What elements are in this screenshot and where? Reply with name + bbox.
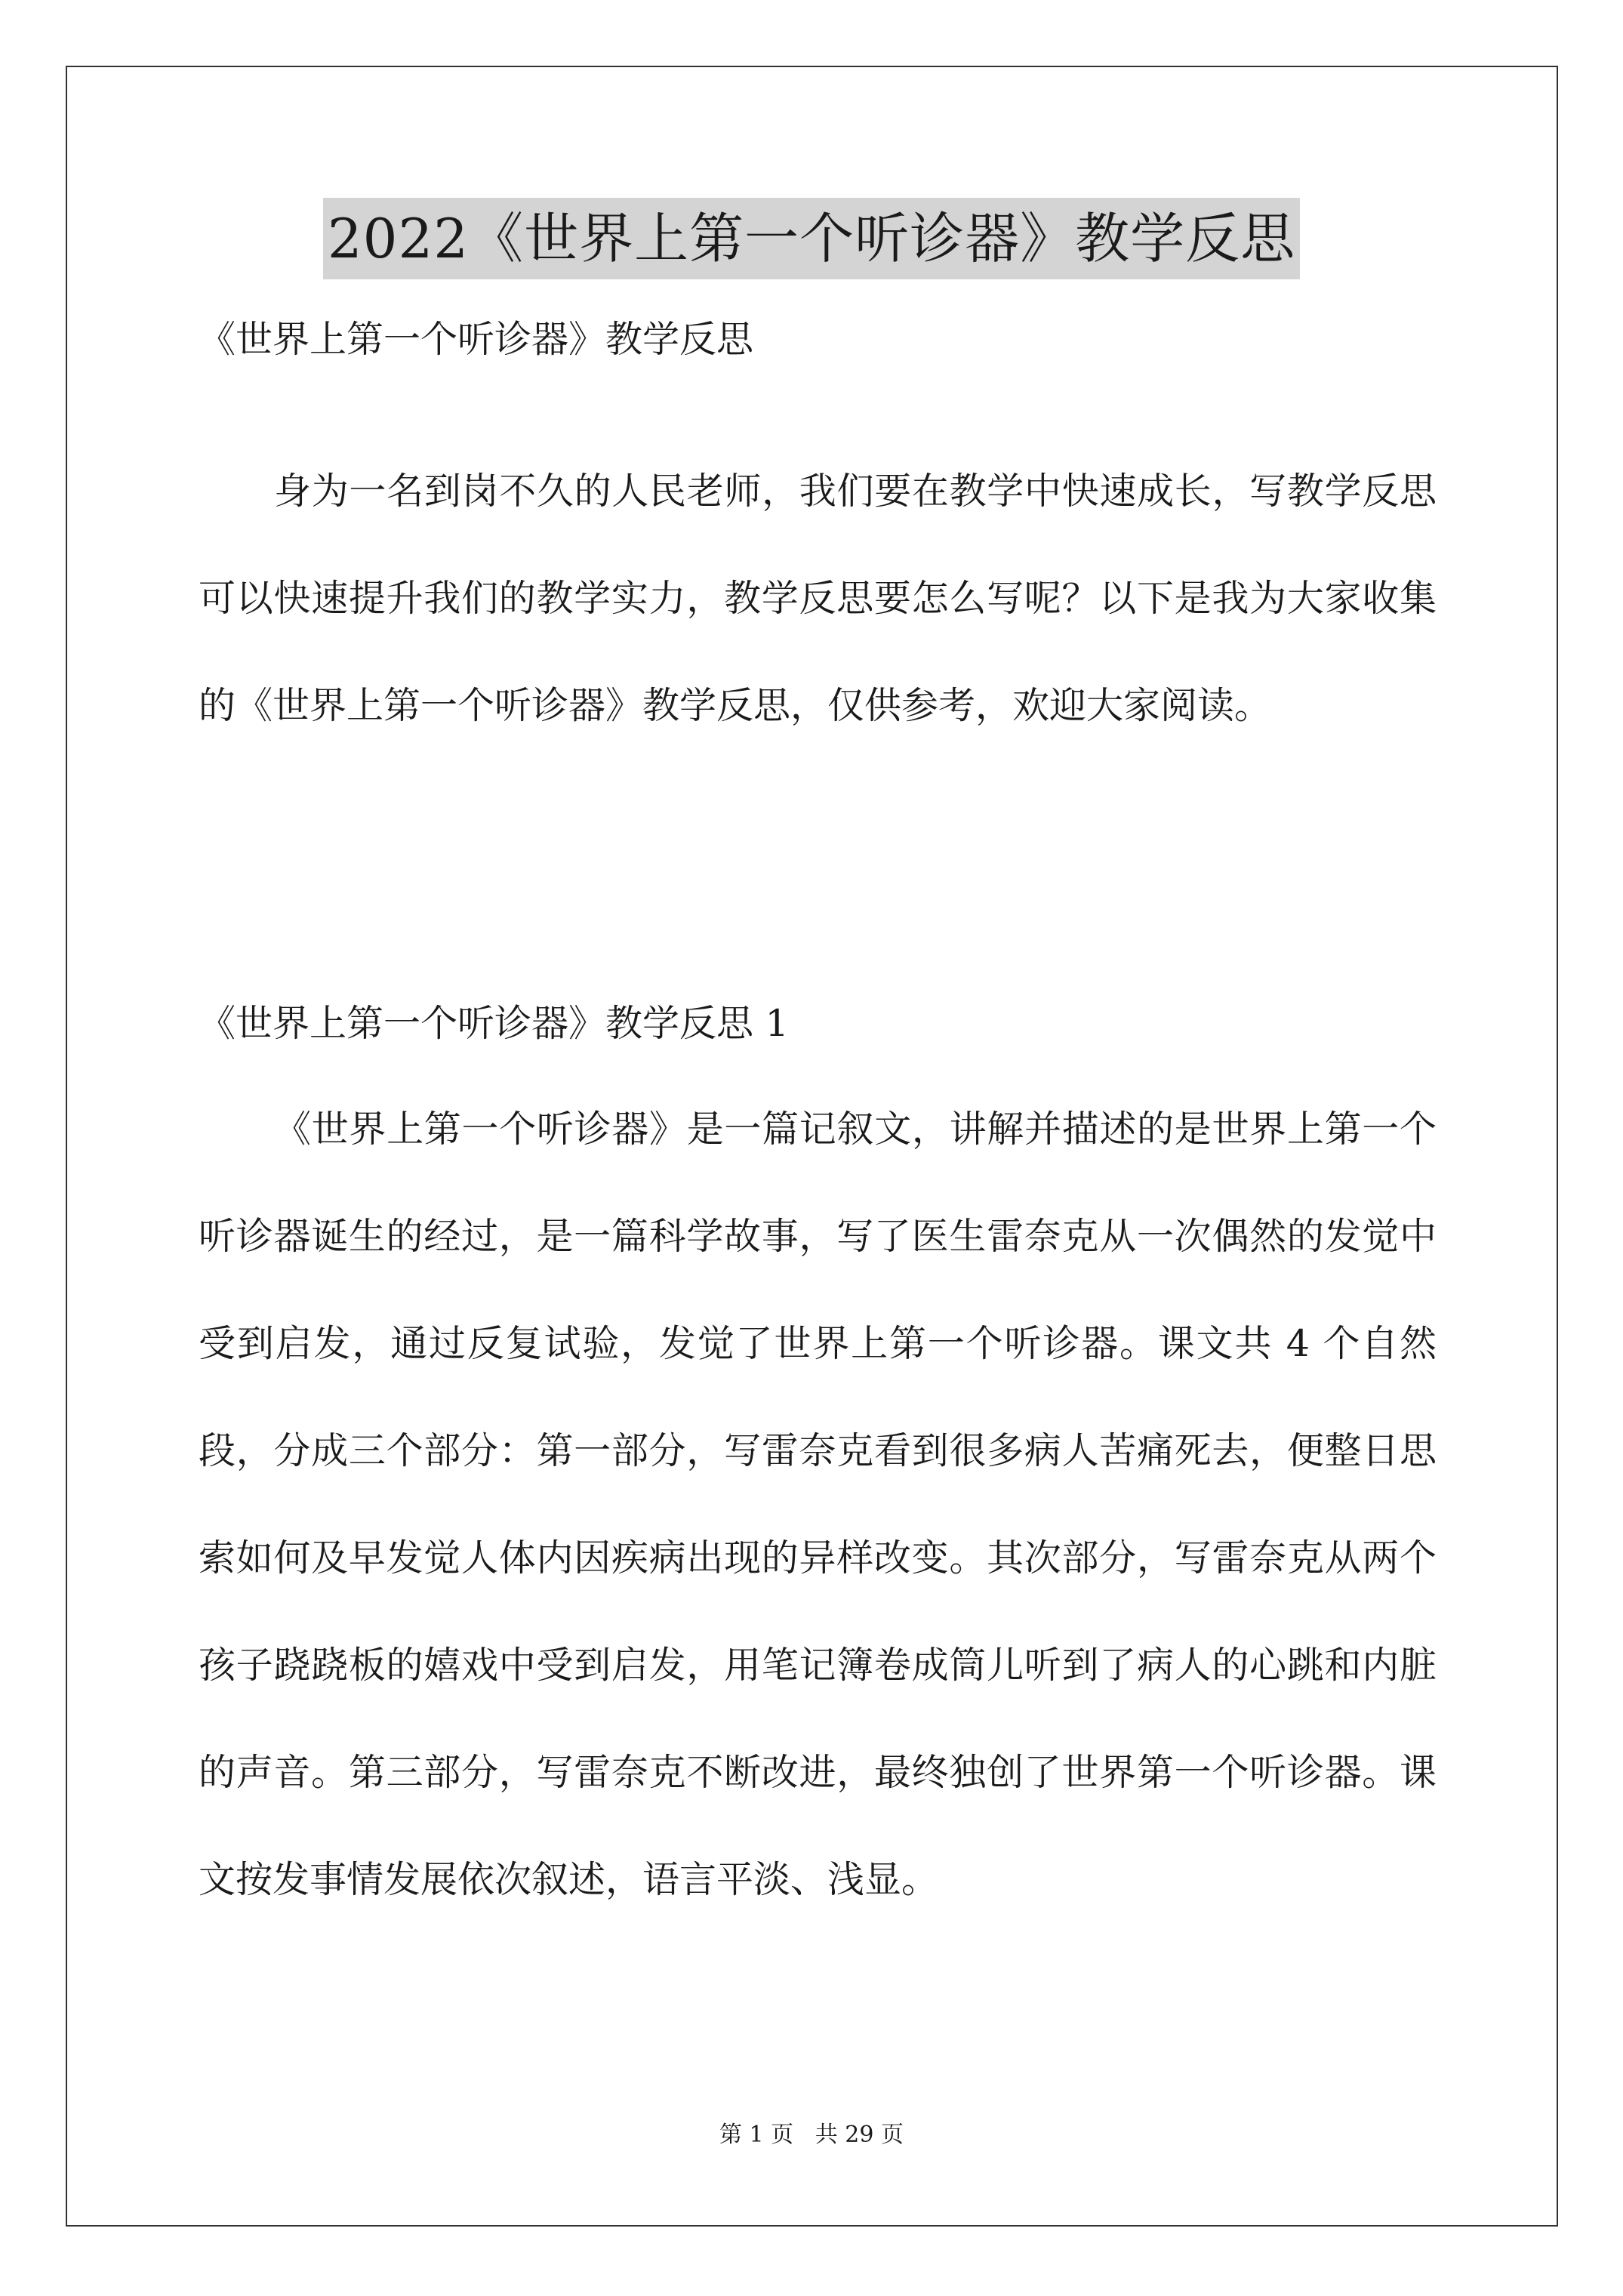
- page-total: 共 29 页: [815, 2122, 904, 2148]
- section1-heading: 《世界上第一个听诊器》教学反思 1: [199, 1002, 789, 1045]
- page-footer: [0, 2120, 1623, 2150]
- footer-spacer: [793, 2122, 815, 2148]
- intro-paragraph: 身为一名到岗不久的人民老师，我们要在教学中快速成长，写教学反思可以快速提升我们的教学实力，教学反思要怎么写呢？以下是我为大家收集的《世界上第一个听诊器》教学反思，仅供参考，欢迎大家阅读。: [199, 470, 1437, 727]
- page-number: 第 1 页: [719, 2122, 794, 2148]
- intro-heading: 《世界上第一个听诊器》教学反思: [199, 318, 754, 361]
- document-title-container: [0, 198, 1623, 279]
- document-title: 2022《世界上第一个听诊器》教学反思: [323, 198, 1300, 279]
- section1-paragraph: 《世界上第一个听诊器》是一篇记叙文，讲解并描述的是世界上第一个听诊器诞生的经过，是一篇科学故事，写了医生雷奈克从一次偶然的发觉中受到启发，通过反复试验，发觉了世界上第一个听诊器。课文共 4 个自然段，分成三个部分：第一部分，写雷奈克看到很多病人苦痛死去，便整日思索如何及早发觉人体内因疾病出现的异样改变。其次部分，写雷奈克从两个孩子跷跷板的嬉戏中受到启发，用笔记簿卷成筒儿听到了病人的心跳和内脏的声音。第三部分，写雷奈克不断改进，最终独创了世界第一个听诊器。课文按发事情发展依次叙述，语言平淡、浅显。: [199, 1108, 1437, 1901]
